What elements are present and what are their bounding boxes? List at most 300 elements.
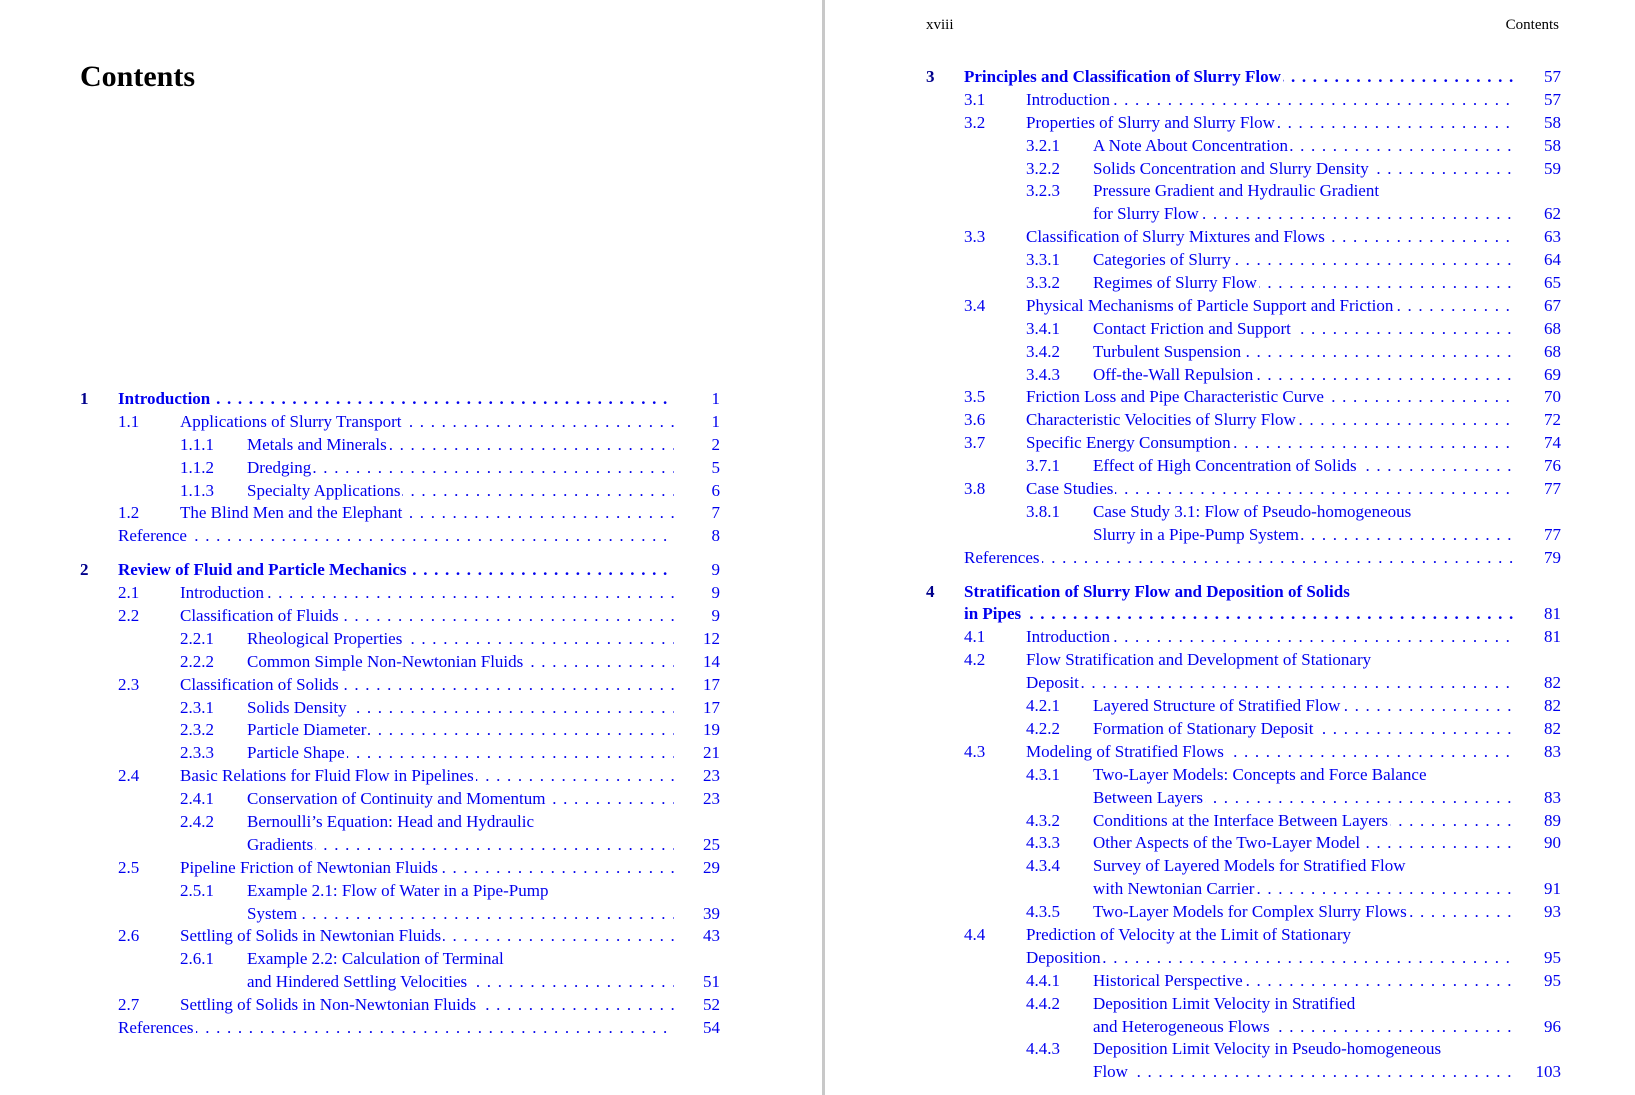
toc-entry-title[interactable]: Conservation of Continuity and Momentum xyxy=(247,789,546,809)
toc-entry[interactable] xyxy=(80,457,720,480)
toc-entry-page-number[interactable]: 93 xyxy=(1544,902,1561,922)
toc-entry-title-link[interactable] xyxy=(247,742,674,765)
toc-entry-number: 4.3.5 xyxy=(1026,902,1060,922)
toc-entry-title-link[interactable] xyxy=(180,994,674,1017)
toc-entry-title-link[interactable] xyxy=(247,880,674,903)
toc-entry[interactable] xyxy=(926,409,1561,432)
toc-entry-title[interactable]: Applications of Slurry Transport xyxy=(180,411,402,431)
toc-entry[interactable] xyxy=(926,855,1561,878)
toc-entry-page-number[interactable]: 83 xyxy=(1544,787,1561,807)
toc-entry-page-number[interactable]: 51 xyxy=(703,972,720,992)
toc-entry[interactable] xyxy=(926,249,1561,272)
toc-entry[interactable] xyxy=(80,582,720,605)
toc-entry-title[interactable]: Survey of Layered Models for Stratified Flow xyxy=(1093,856,1406,876)
toc-entry-title[interactable]: Stratification of Slurry Flow and Deposition of Solids xyxy=(964,581,1350,601)
toc-entry-title-link[interactable] xyxy=(247,788,674,811)
toc-entry-number: 3.2.1 xyxy=(1026,135,1060,155)
toc-entry-title-link[interactable] xyxy=(247,811,674,834)
toc-entry[interactable] xyxy=(80,925,720,948)
toc-entry-title[interactable]: Particle Shape xyxy=(247,743,345,763)
toc-entry-title[interactable]: Classification of Fluids xyxy=(180,606,339,626)
toc-entry-page-number[interactable]: 54 xyxy=(703,1018,720,1038)
toc-entry-title-link[interactable] xyxy=(118,525,674,548)
toc-entry[interactable] xyxy=(926,203,1561,226)
toc-entry-title[interactable]: Deposition Limit Velocity in Pseudo-homogeneous xyxy=(1093,1039,1442,1059)
toc-entry-title[interactable]: Other Aspects of the Two-Layer Model xyxy=(1093,833,1361,853)
toc-entry-page-number[interactable]: 62 xyxy=(1544,204,1561,224)
toc-entry[interactable] xyxy=(926,501,1561,524)
toc-entry-title-link[interactable] xyxy=(1026,112,1515,135)
toc-entry-title-link[interactable] xyxy=(1093,455,1515,478)
toc-entry-title-link[interactable] xyxy=(1093,135,1515,158)
toc-entry-page-number[interactable]: 23 xyxy=(703,766,720,786)
toc-entry-page-number[interactable]: 83 xyxy=(1544,741,1561,761)
toc-entry-title[interactable]: Case Studies xyxy=(1026,479,1114,499)
toc-entry-title[interactable]: Solids Concentration and Slurry Density xyxy=(1093,158,1369,178)
toc-chapter-entry[interactable] xyxy=(926,581,1561,604)
toc-entry-title[interactable]: Between Layers xyxy=(1093,787,1203,807)
toc-entry[interactable] xyxy=(926,695,1561,718)
toc-entry-title[interactable]: Metals and Minerals xyxy=(247,434,387,454)
toc-entry-number: 4.4.1 xyxy=(1026,970,1060,990)
toc-entry-title-link[interactable] xyxy=(247,834,674,857)
toc-entry[interactable] xyxy=(80,857,720,880)
toc-entry-number: 3 xyxy=(926,67,935,86)
toc-entry-title[interactable]: Common Simple Non-Newtonian Fluids xyxy=(247,651,524,671)
toc-entry-page-number[interactable]: 89 xyxy=(1544,810,1561,830)
toc-entry-title-link[interactable] xyxy=(247,628,674,651)
toc-entry-title-link[interactable] xyxy=(1093,203,1515,226)
toc-entry-title-link[interactable] xyxy=(1093,180,1515,203)
toc-entry-title-link[interactable] xyxy=(1026,432,1515,455)
toc-entry-title-link[interactable] xyxy=(247,948,674,971)
toc-entry-title[interactable]: for Slurry Flow xyxy=(1093,204,1199,224)
toc-list-left xyxy=(80,388,720,1040)
toc-entry-title-link[interactable] xyxy=(180,765,674,788)
toc-entry-page-number[interactable]: 6 xyxy=(711,480,720,500)
toc-entry[interactable] xyxy=(926,272,1561,295)
toc-entry-page-number[interactable]: 82 xyxy=(1544,696,1561,716)
toc-entry[interactable] xyxy=(926,970,1561,993)
toc-entry-page-number[interactable]: 9 xyxy=(711,606,720,626)
toc-entry-title[interactable]: Pressure Gradient and Hydraulic Gradient xyxy=(1093,181,1380,201)
toc-entry[interactable] xyxy=(926,878,1561,901)
toc-entry-title[interactable]: Specific Energy Consumption xyxy=(1026,433,1231,453)
toc-entry-title-link[interactable] xyxy=(247,434,674,457)
toc-list-right xyxy=(926,66,1561,1084)
toc-entry-number: 3.2.3 xyxy=(1026,181,1060,201)
toc-entry-page-number[interactable]: 70 xyxy=(1544,387,1561,407)
toc-entry-title-link[interactable] xyxy=(247,697,674,720)
toc-entry-page-number[interactable]: 90 xyxy=(1544,833,1561,853)
toc-entry-title-link[interactable] xyxy=(1093,501,1515,524)
toc-entry-title-link[interactable] xyxy=(1026,924,1515,947)
toc-entry-title[interactable]: The Blind Men and the Elephant xyxy=(180,503,403,523)
toc-entry-title-link[interactable] xyxy=(180,582,674,605)
toc-entry-title-link[interactable] xyxy=(1093,272,1515,295)
toc-references-entry[interactable] xyxy=(80,525,720,548)
toc-entry-title-link[interactable] xyxy=(1093,901,1515,924)
toc-entry-title[interactable]: Pipeline Friction of Newtonian Fluids xyxy=(180,857,438,877)
toc-entry-page-number[interactable]: 96 xyxy=(1544,1016,1561,1036)
toc-entry-title-link[interactable] xyxy=(180,605,674,628)
toc-entry-title-link[interactable] xyxy=(180,502,674,525)
toc-entry[interactable] xyxy=(926,1061,1561,1084)
toc-entry-title[interactable]: Deposition xyxy=(1026,947,1101,967)
toc-entry-title-link[interactable] xyxy=(118,559,674,582)
toc-entry-page-number[interactable]: 39 xyxy=(703,903,720,923)
toc-entry-title[interactable]: References xyxy=(964,547,1040,567)
toc-entry[interactable] xyxy=(80,994,720,1017)
toc-entry-title[interactable]: Classification of Solids xyxy=(180,674,339,694)
toc-entry-title-link[interactable] xyxy=(1093,249,1515,272)
toc-entry-number: 3.4.3 xyxy=(1026,364,1060,384)
toc-entry-number: 3.2.2 xyxy=(1026,158,1060,178)
running-head-page-number: xviii xyxy=(926,17,954,33)
toc-entry-page-number[interactable]: 91 xyxy=(1544,879,1561,899)
toc-entry-page-number[interactable]: 29 xyxy=(703,857,720,877)
toc-entry[interactable] xyxy=(80,880,720,903)
toc-entry-title[interactable]: Slurry in a Pipe-Pump System xyxy=(1093,524,1299,544)
toc-entry-title[interactable]: Turbulent Suspension xyxy=(1093,341,1242,361)
toc-entry-page-number[interactable]: 59 xyxy=(1544,158,1561,178)
toc-entry-title[interactable]: Categories of Slurry xyxy=(1093,250,1231,270)
toc-entry-page-number[interactable]: 57 xyxy=(1544,89,1561,109)
toc-entry[interactable] xyxy=(926,672,1561,695)
toc-entry-title-link[interactable] xyxy=(247,971,674,994)
toc-entry-page-number[interactable]: 52 xyxy=(703,995,720,1015)
toc-entry-title[interactable]: Two-Layer Models for Complex Slurry Flows xyxy=(1093,902,1407,922)
toc-entry-title-link[interactable] xyxy=(964,66,1515,89)
toc-entry-title[interactable]: Reference xyxy=(118,526,187,546)
toc-entry-title[interactable]: Historical Perspective xyxy=(1093,970,1243,990)
toc-entry-title-link[interactable] xyxy=(1093,318,1515,341)
page-divider xyxy=(822,0,825,1095)
toc-entry-title-link[interactable] xyxy=(180,925,674,948)
toc-entry-number: 3.5 xyxy=(964,387,986,407)
toc-entry-page-number[interactable]: 17 xyxy=(703,697,720,717)
toc-entry[interactable] xyxy=(926,810,1561,833)
toc-entry-title[interactable]: Regimes of Slurry Flow xyxy=(1093,273,1257,293)
toc-entry-page-number[interactable]: 19 xyxy=(703,720,720,740)
toc-entry-title-link[interactable] xyxy=(1093,878,1515,901)
toc-entry-title-link[interactable] xyxy=(1026,386,1515,409)
toc-entry-page-number[interactable]: 7 xyxy=(711,503,720,523)
toc-entry-page-number[interactable]: 58 xyxy=(1544,135,1561,155)
toc-entry-page-number[interactable]: 1 xyxy=(711,389,720,408)
toc-entry-title-link[interactable] xyxy=(1026,626,1515,649)
toc-entry-page-number[interactable]: 65 xyxy=(1544,273,1561,293)
toc-entry-number: 2.3.1 xyxy=(180,697,214,717)
toc-entry-title-link[interactable] xyxy=(1093,810,1515,833)
toc-entry-page-number[interactable]: 1 xyxy=(711,411,720,431)
toc-entry[interactable] xyxy=(926,1038,1561,1061)
toc-entry-page-number[interactable]: 57 xyxy=(1544,67,1561,86)
toc-entry[interactable] xyxy=(926,112,1561,135)
toc-entry-title-link[interactable] xyxy=(247,457,674,480)
toc-entry[interactable] xyxy=(80,628,720,651)
toc-entry-page-number[interactable]: 79 xyxy=(1544,547,1561,567)
toc-entry-title[interactable]: Classification of Slurry Mixtures and Flows xyxy=(1026,227,1325,247)
toc-entry-title[interactable]: Settling of Solids in Non-Newtonian Fluids xyxy=(180,995,477,1015)
toc-entry[interactable] xyxy=(926,89,1561,112)
toc-entry-title-link[interactable] xyxy=(118,388,674,411)
toc-entry[interactable] xyxy=(926,180,1561,203)
toc-entry-page-number[interactable]: 2 xyxy=(711,434,720,454)
toc-entry-page-number[interactable]: 25 xyxy=(703,834,720,854)
toc-entry-title[interactable]: Bernoulli’s Equation: Head and Hydraulic xyxy=(247,812,535,832)
toc-entry-page-number[interactable]: 95 xyxy=(1544,970,1561,990)
toc-entry-title[interactable]: Physical Mechanisms of Particle Support and Friction xyxy=(1026,295,1394,315)
toc-entry-page-number[interactable]: 81 xyxy=(1544,604,1561,624)
toc-entry-page-number[interactable]: 76 xyxy=(1544,456,1561,476)
toc-entry-page-number[interactable]: 23 xyxy=(703,789,720,809)
toc-entry-number: 2.7 xyxy=(118,995,140,1015)
toc-entry[interactable] xyxy=(80,674,720,697)
toc-entry-page-number[interactable]: 43 xyxy=(703,926,720,946)
toc-entry-title-link[interactable] xyxy=(180,857,674,880)
toc-entry[interactable] xyxy=(80,811,720,834)
toc-entry-title[interactable]: Specialty Applications xyxy=(247,480,401,500)
toc-entry-number: 2.3.2 xyxy=(180,720,214,740)
toc-entry[interactable] xyxy=(926,1016,1561,1039)
toc-entry-number: 4.4.2 xyxy=(1026,993,1060,1013)
toc-entry-title[interactable]: Rheological Properties xyxy=(247,628,403,648)
toc-entry-title[interactable]: Example 2.1: Flow of Water in a Pipe-Pump xyxy=(247,880,549,900)
toc-entry[interactable] xyxy=(926,158,1561,181)
toc-entry-title[interactable]: Formation of Stationary Deposit xyxy=(1093,718,1314,738)
toc-entry-page-number[interactable]: 5 xyxy=(711,457,720,477)
toc-entry-number: 3.2 xyxy=(964,112,986,132)
toc-entry-page-number[interactable]: 69 xyxy=(1544,364,1561,384)
toc-entry-title[interactable]: Contact Friction and Support xyxy=(1093,318,1291,338)
toc-entry-title-link[interactable] xyxy=(964,603,1515,626)
toc-entry-title-link[interactable] xyxy=(1026,295,1515,318)
toc-entry-title-link[interactable] xyxy=(1026,672,1515,695)
toc-entry-title[interactable]: Effect of High Concentration of Solids xyxy=(1093,456,1357,476)
toc-entry-title[interactable]: and Heterogeneous Flows xyxy=(1093,1016,1270,1036)
toc-entry-page-number[interactable]: 68 xyxy=(1544,318,1561,338)
toc-entry[interactable] xyxy=(926,318,1561,341)
toc-entry-title[interactable]: and Hindered Settling Velocities xyxy=(247,972,468,992)
toc-entry[interactable] xyxy=(926,478,1561,501)
toc-entry-page-number[interactable]: 95 xyxy=(1544,947,1561,967)
toc-entry-title[interactable]: Review of Fluid and Particle Mechanics xyxy=(118,560,407,580)
toc-entry-title[interactable]: Settling of Solids in Newtonian Fluids xyxy=(180,926,442,946)
toc-entry[interactable] xyxy=(80,411,720,434)
toc-entry-title[interactable]: Prediction of Velocity at the Limit of Stationary xyxy=(1026,924,1351,944)
toc-entry-page-number[interactable]: 77 xyxy=(1544,524,1561,544)
toc-entry[interactable] xyxy=(926,947,1561,970)
toc-entry-page-number[interactable]: 67 xyxy=(1544,295,1561,315)
toc-entry-title-link[interactable] xyxy=(1026,89,1515,112)
toc-entry[interactable] xyxy=(926,787,1561,810)
toc-entry-title-link[interactable] xyxy=(1093,855,1515,878)
toc-entry-page-number[interactable]: 82 xyxy=(1544,673,1561,693)
toc-entry-page-number[interactable]: 9 xyxy=(711,583,720,603)
toc-entry[interactable] xyxy=(80,971,720,994)
toc-entry-title-link[interactable] xyxy=(1093,832,1515,855)
toc-entry[interactable] xyxy=(926,626,1561,649)
toc-entry[interactable] xyxy=(80,765,720,788)
toc-entry-page-number[interactable]: 81 xyxy=(1544,627,1561,647)
toc-entry-title-link[interactable] xyxy=(1093,1016,1515,1039)
toc-entry[interactable] xyxy=(926,764,1561,787)
toc-entry-title[interactable]: in Pipes xyxy=(964,604,1022,624)
toc-entry-page-number[interactable]: 63 xyxy=(1544,227,1561,247)
toc-entry[interactable] xyxy=(926,135,1561,158)
toc-entry[interactable] xyxy=(926,524,1561,547)
toc-entry[interactable] xyxy=(926,341,1561,364)
toc-entry-title-link[interactable] xyxy=(1026,409,1515,432)
toc-entry[interactable] xyxy=(80,480,720,503)
toc-entry-title-link[interactable] xyxy=(1026,649,1515,672)
toc-entry-page-number[interactable]: 103 xyxy=(1535,1062,1561,1082)
toc-entry-number: 3.8.1 xyxy=(1026,501,1060,521)
toc-entry[interactable] xyxy=(926,649,1561,672)
toc-entry-page-number[interactable]: 8 xyxy=(711,526,720,546)
toc-entry-title[interactable]: Two-Layer Models: Concepts and Force Balance xyxy=(1093,764,1427,784)
toc-entry[interactable] xyxy=(926,924,1561,947)
toc-entry-title[interactable]: Introduction xyxy=(180,583,265,603)
toc-entry-title[interactable]: Properties of Slurry and Slurry Flow xyxy=(1026,112,1275,132)
toc-entry-title-link[interactable] xyxy=(118,1017,674,1040)
toc-entry-page-number[interactable]: 14 xyxy=(703,651,720,671)
toc-entry[interactable] xyxy=(80,697,720,720)
toc-entry-title[interactable]: Characteristic Velocities of Slurry Flow xyxy=(1026,410,1296,430)
toc-entry[interactable] xyxy=(80,903,720,926)
toc-references-entry[interactable] xyxy=(926,547,1561,570)
toc-entry-title-link[interactable] xyxy=(1093,718,1515,741)
toc-entry-title-link[interactable] xyxy=(247,903,674,926)
toc-entry-title[interactable]: Friction Loss and Pipe Characteristic Curve xyxy=(1026,387,1324,407)
toc-entry-number: 3.8 xyxy=(964,479,986,499)
toc-entry-title[interactable]: Case Study 3.1: Flow of Pseudo-homogeneous xyxy=(1093,501,1412,521)
toc-entry-title-link[interactable] xyxy=(247,719,674,742)
toc-entry-title-link[interactable] xyxy=(1026,478,1515,501)
toc-entry-title-link[interactable] xyxy=(1026,226,1515,249)
toc-entry-title[interactable]: Deposition Limit Velocity in Stratified xyxy=(1093,993,1356,1013)
toc-entry[interactable] xyxy=(80,434,720,457)
toc-entry[interactable] xyxy=(926,741,1561,764)
toc-entry-title-link[interactable] xyxy=(1093,993,1515,1016)
toc-entry-title[interactable]: Layered Structure of Stratified Flow xyxy=(1093,696,1341,716)
toc-entry-title[interactable]: System xyxy=(247,903,298,923)
toc-entry[interactable] xyxy=(926,993,1561,1016)
toc-entry-title-link[interactable] xyxy=(1026,741,1515,764)
toc-entry[interactable] xyxy=(926,455,1561,478)
toc-entry-title-link[interactable] xyxy=(1093,970,1515,993)
toc-entry[interactable] xyxy=(80,719,720,742)
toc-entry[interactable] xyxy=(926,432,1561,455)
toc-entry-title-link[interactable] xyxy=(1093,695,1515,718)
toc-entry[interactable] xyxy=(80,605,720,628)
toc-entry-page-number[interactable]: 77 xyxy=(1544,479,1561,499)
toc-entry[interactable] xyxy=(926,718,1561,741)
toc-chapter-entry[interactable] xyxy=(80,388,720,411)
toc-entry[interactable] xyxy=(80,948,720,971)
toc-entry-title[interactable]: Particle Diameter xyxy=(247,720,367,740)
toc-entry-page-number[interactable]: 82 xyxy=(1544,718,1561,738)
toc-chapter-entry[interactable] xyxy=(80,559,720,582)
toc-entry-title[interactable]: with Newtonian Carrier xyxy=(1093,879,1255,899)
toc-entry-title-link[interactable] xyxy=(1093,1038,1515,1061)
toc-entry-title-link[interactable] xyxy=(1093,764,1515,787)
toc-chapter-entry[interactable] xyxy=(926,66,1561,89)
toc-entry-title[interactable]: Solids Density xyxy=(247,697,347,717)
toc-entry[interactable] xyxy=(80,742,720,765)
toc-entry-title[interactable]: Conditions at the Interface Between Layers xyxy=(1093,810,1389,830)
toc-entry-page-number[interactable]: 17 xyxy=(703,674,720,694)
toc-entry-page-number[interactable]: 58 xyxy=(1544,112,1561,132)
toc-entry-title[interactable]: Deposit xyxy=(1026,673,1079,693)
toc-references-entry[interactable] xyxy=(80,1017,720,1040)
toc-entry[interactable] xyxy=(80,834,720,857)
toc-entry-page-number[interactable]: 21 xyxy=(703,743,720,763)
toc-entry-page-number[interactable]: 72 xyxy=(1544,410,1561,430)
toc-entry-page-number[interactable]: 74 xyxy=(1544,433,1561,453)
toc-entry-page-number[interactable]: 9 xyxy=(711,560,720,580)
toc-entry-number: 2.5.1 xyxy=(180,880,214,900)
toc-entry-number: 1.1 xyxy=(118,411,140,431)
toc-entry-title-link[interactable] xyxy=(247,480,674,503)
toc-entry-title[interactable]: Introduction xyxy=(1026,627,1111,647)
toc-entry-title[interactable]: References xyxy=(118,1018,194,1038)
toc-entry-title[interactable]: Example 2.2: Calculation of Terminal xyxy=(247,949,504,969)
toc-entry-title[interactable]: A Note About Concentration xyxy=(1093,135,1289,155)
toc-entry[interactable] xyxy=(926,603,1561,626)
toc-entry-page-number[interactable]: 68 xyxy=(1544,341,1561,361)
toc-entry[interactable] xyxy=(926,364,1561,387)
toc-entry-number: 1.2 xyxy=(118,503,140,523)
toc-entry-title-link[interactable] xyxy=(180,674,674,697)
toc-entry-title[interactable]: Flow Stratification and Development of Stationary xyxy=(1026,650,1372,670)
toc-entry[interactable] xyxy=(80,651,720,674)
toc-entry[interactable] xyxy=(926,295,1561,318)
toc-entry-title-link[interactable] xyxy=(1093,1061,1515,1084)
toc-entry-title[interactable]: Dredging xyxy=(247,457,312,477)
toc-entry-number: 4.3.2 xyxy=(1026,810,1060,830)
toc-entry-title[interactable]: Principles and Classification of Slurry Flow xyxy=(964,67,1281,86)
toc-entry-title[interactable]: Basic Relations for Fluid Flow in Pipelines xyxy=(180,766,474,786)
toc-entry-title[interactable]: Flow xyxy=(1093,1062,1128,1082)
toc-entry-title-link[interactable] xyxy=(247,651,674,674)
toc-entry-page-number[interactable]: 64 xyxy=(1544,250,1561,270)
toc-entry-title[interactable]: Modeling of Stratified Flows xyxy=(1026,741,1224,761)
toc-entry-page-number[interactable]: 12 xyxy=(703,628,720,648)
toc-entry-title-link[interactable] xyxy=(964,581,1515,604)
toc-entry-title-link[interactable] xyxy=(1093,364,1515,387)
toc-entry-title-link[interactable] xyxy=(1093,341,1515,364)
toc-entry-title-link[interactable] xyxy=(1093,787,1515,810)
toc-entry-title[interactable]: Introduction xyxy=(118,389,211,408)
toc-entry[interactable] xyxy=(926,832,1561,855)
toc-entry[interactable] xyxy=(80,502,720,525)
toc-entry-title-link[interactable] xyxy=(1026,947,1515,970)
toc-entry-title[interactable]: Gradients xyxy=(247,834,314,854)
toc-entry[interactable] xyxy=(926,901,1561,924)
toc-entry-title-link[interactable] xyxy=(1093,524,1515,547)
toc-entry[interactable] xyxy=(926,386,1561,409)
toc-entry-title-link[interactable] xyxy=(1093,158,1515,181)
toc-entry[interactable] xyxy=(926,226,1561,249)
toc-entry-number: 2.4.2 xyxy=(180,812,214,832)
toc-entry-title-link[interactable] xyxy=(180,411,674,434)
toc-entry-title[interactable]: Off-the-Wall Repulsion xyxy=(1093,364,1254,384)
toc-entry-title[interactable]: Introduction xyxy=(1026,89,1111,109)
toc-entry-title-link[interactable] xyxy=(964,547,1515,570)
toc-entry[interactable] xyxy=(80,788,720,811)
